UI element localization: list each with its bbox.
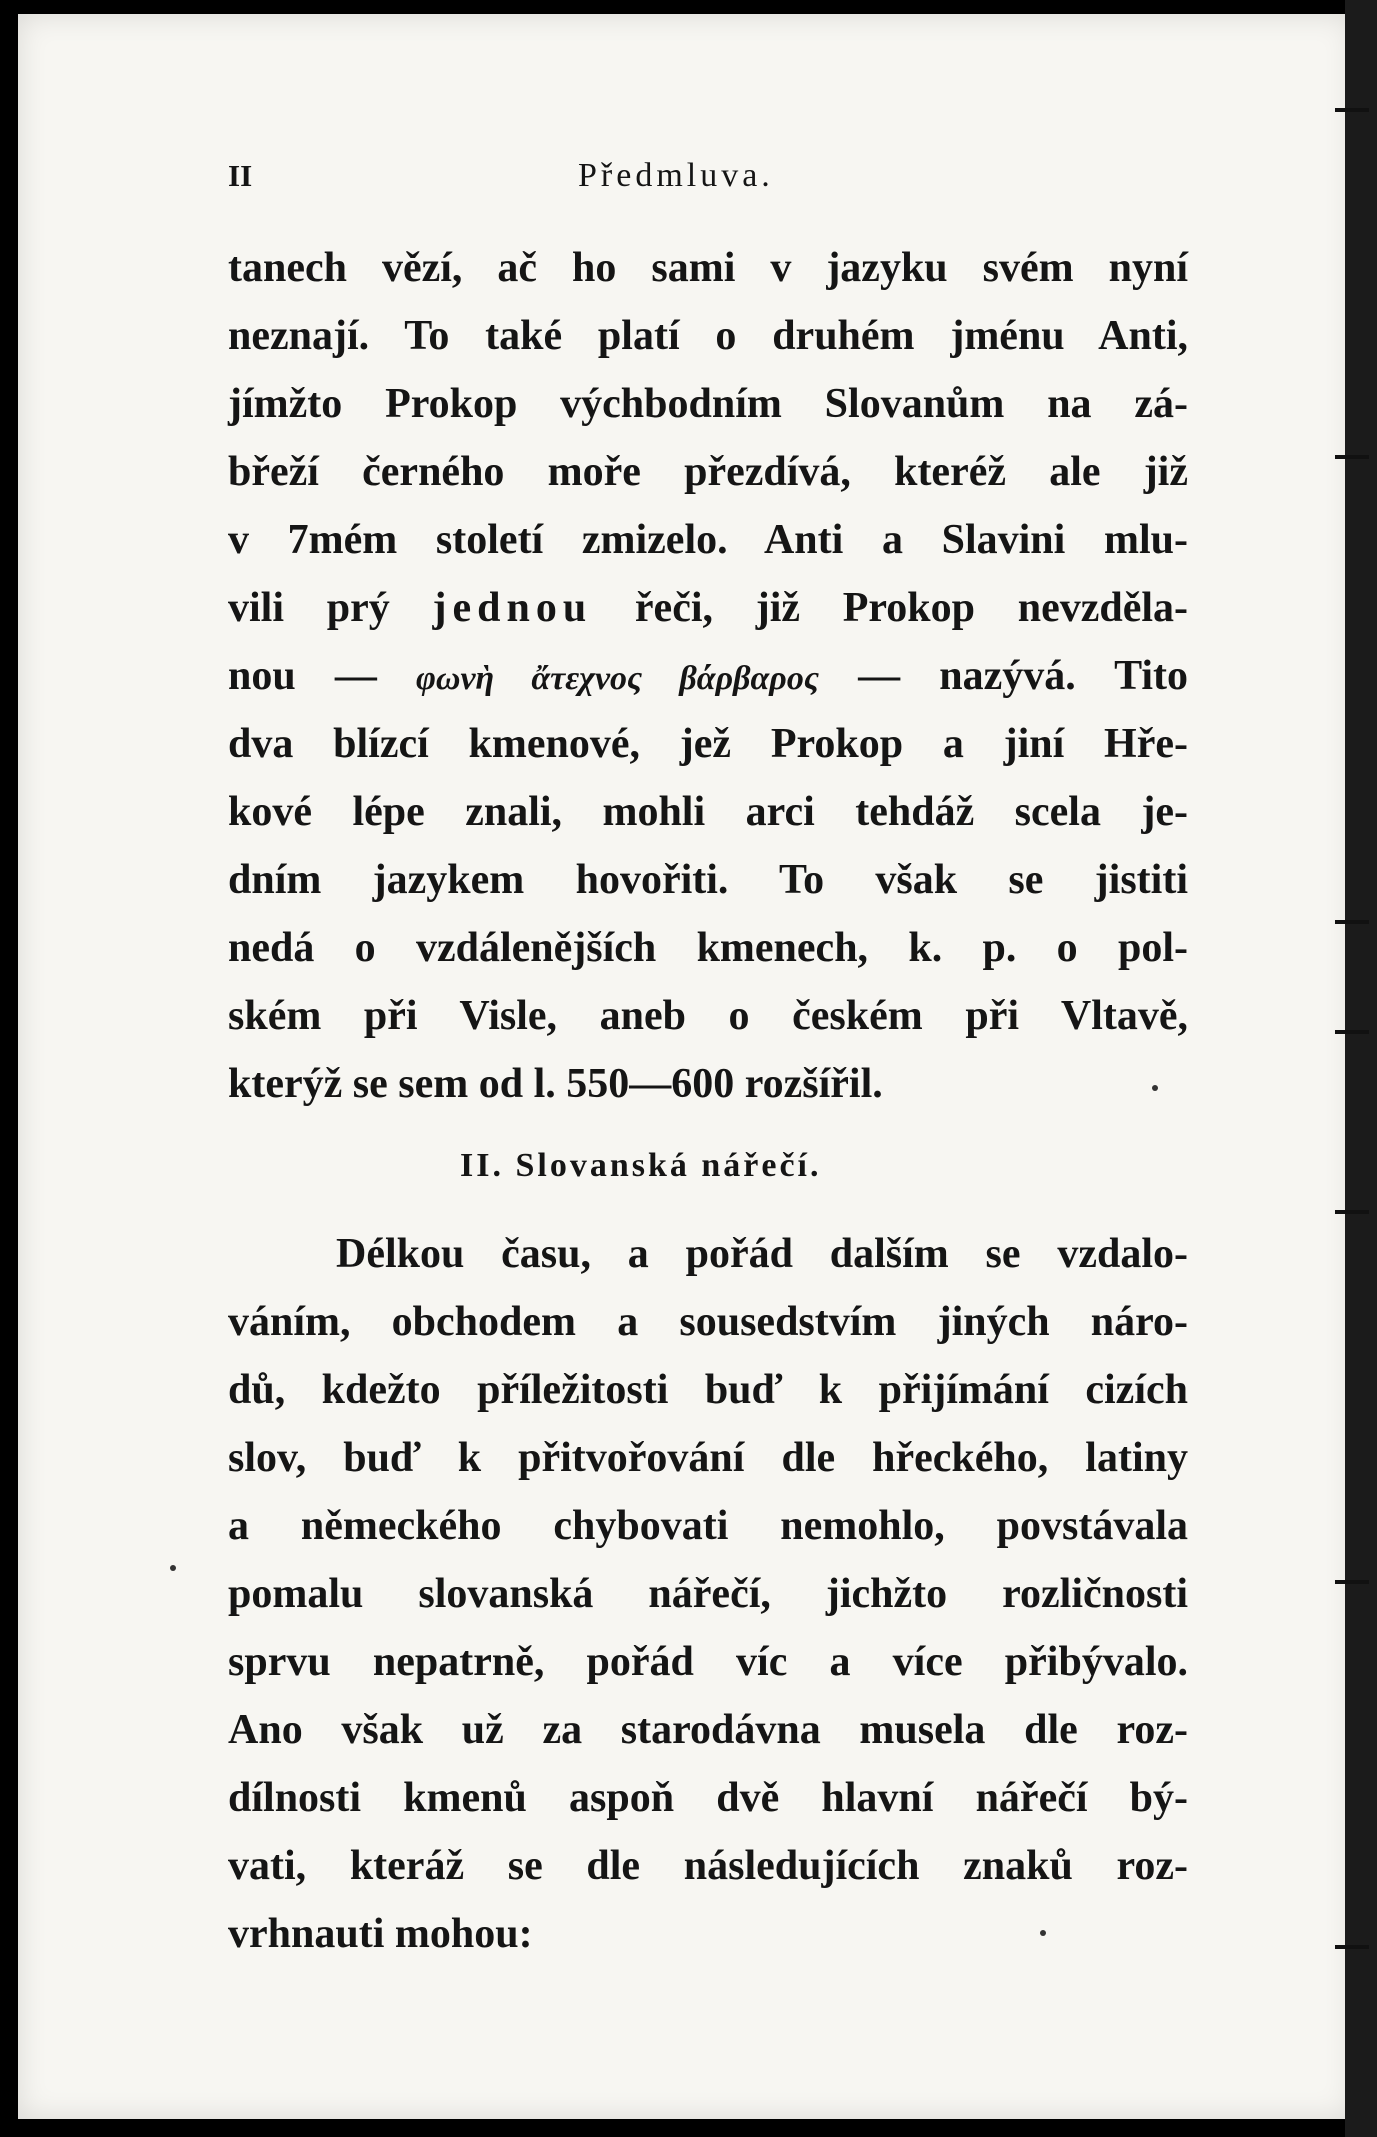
greek-quote: φωνὴ ἄτεχνος βάρβαρος — [415, 660, 819, 697]
text-line: vati, kteráž se dle následujících znaků roz- — [228, 1843, 1188, 1889]
text-fragment: řeči, již Prokop nevzděla- — [634, 585, 1189, 631]
text-line: dů, kdežto příležitosti buď k přijímání cizích — [228, 1367, 1188, 1413]
running-title: Předmluva. — [578, 157, 774, 194]
text-line: nedá o vzdálenějších kmenech, k. p. o pol- — [228, 925, 1188, 971]
emphasized-word: jednou — [432, 585, 593, 631]
text-line: slov, buď k přitvořování dle hřeckého, latiny — [228, 1435, 1188, 1481]
text-line: vrhnauti mohou: — [228, 1911, 533, 1957]
section-heading: II. Slovanská nářečí. — [460, 1147, 822, 1184]
text-line: Délkou času, a pořád dalším se vzdalo- — [336, 1231, 1188, 1277]
text-line: kové lépe znali, mohli arci tehdáž scela je- — [228, 789, 1188, 835]
text-line: pomalu slovanská nářečí, jichžto rozličnosti — [228, 1571, 1188, 1617]
text-line: Ano však už za starodávna musela dle roz- — [228, 1707, 1188, 1753]
text-line: dva blízcí kmenové, jež Prokop a jiní Hře- — [228, 721, 1188, 767]
text-line: ském při Visle, aneb o českém při Vltavě, — [228, 993, 1188, 1039]
paragraph-continued — [228, 234, 1188, 1118]
text-line — [228, 574, 1188, 642]
text-line: jímžto Prokop výchbodním Slovanům na zá- — [228, 381, 1188, 427]
paragraph — [228, 1220, 1188, 1968]
text-fragment: vili prý — [228, 585, 390, 631]
text-line: a německého chybovati nemohlo, povstávala — [228, 1503, 1188, 1549]
text-line: tanech vězí, ač ho sami v jazyku svém nyní — [228, 245, 1188, 291]
running-header — [228, 152, 1168, 200]
text-line: v 7mém století zmizelo. Anti a Slavini mlu- — [228, 517, 1188, 563]
text-line — [228, 642, 1188, 710]
text-line: dním jazykem hovořiti. To však se jistiti — [228, 857, 1188, 903]
text-line: břeží černého moře přezdívá, kteréž ale již — [228, 449, 1188, 495]
text-fragment: nou — — [228, 653, 377, 699]
text-line: váním, obchodem a sousedstvím jiných náro- — [228, 1299, 1188, 1345]
text-line: sprvu nepatrně, pořád víc a více přibývalo. — [228, 1639, 1188, 1685]
page-number: II — [228, 158, 253, 193]
text-line: dílnosti kmenů aspoň dvě hlavní nářečí bý- — [228, 1775, 1188, 1821]
text-fragment: — nazývá. Tito — [858, 653, 1189, 699]
text-line: neznají. To také platí o druhém jménu Anti, — [228, 313, 1188, 359]
text-line: kterýž se sem od l. 550—600 rozšířil. — [228, 1061, 883, 1107]
